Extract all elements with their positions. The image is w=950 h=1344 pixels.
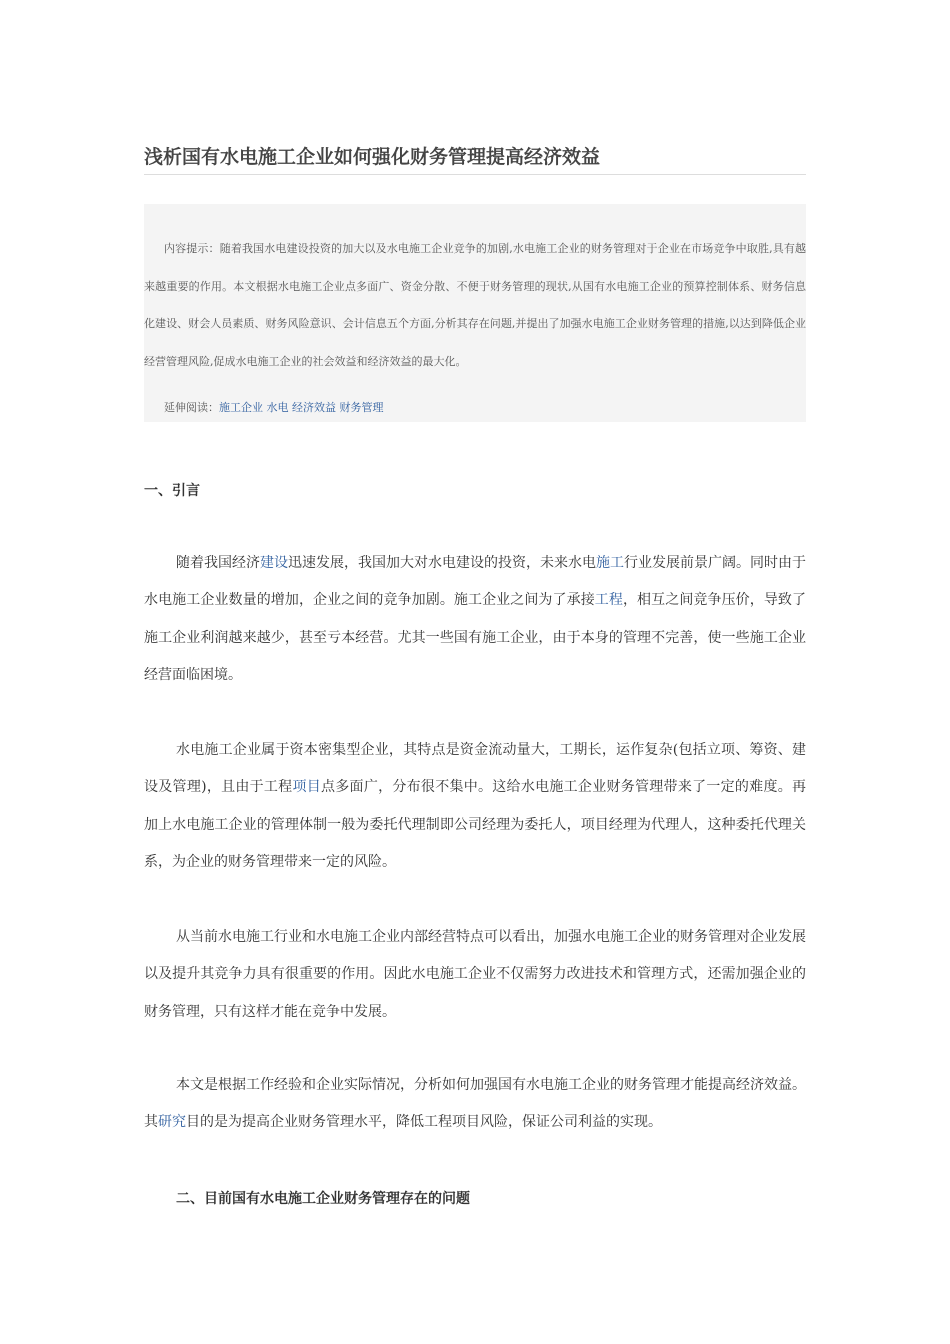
section-heading-introduction: 一、引言 bbox=[144, 483, 200, 499]
paragraph-text: ，相互之间竞争压价，导致了施工企业利润越来越少，甚至亏本经营。尤其一些国有施工企业，由于本身的管理不完善，使一些施工企业经营面临困境。 bbox=[144, 592, 807, 684]
paragraph-text: 点多面广，分布很不集中。这给水电施工企业财务管理带来了一定的难度。再加上水电施工企业的管理体制一般为委托代理制即公司经理为委托人，项目经理为代理人，这种委托代理关系，为企业的财务管理带来一定的风险。 bbox=[144, 779, 807, 871]
keyword-link[interactable]: 建设 bbox=[260, 555, 288, 571]
paragraph-3: 从当前水电施工行业和水电施工企业内部经营特点可以看出，加强水电施工企业的财务管理对企业发展以及提升其竞争力具有很重要的作用。因此水电施工企业不仅需努力改进技术和管理方式，还需加强企业的财务管理，只有这样才能在竞争中发展。 bbox=[144, 929, 806, 1020]
paragraph-4 bbox=[144, 1067, 806, 1142]
paragraph-text: 迅速发展，我国加大对水电建设的投资，未来水电 bbox=[288, 555, 596, 571]
summary-box bbox=[144, 204, 806, 422]
paragraph-text: 本文是根据工作经验和企业实际情况，分析如何加强国有水电施工企业的财务管理才能提高经济效益。其 bbox=[144, 1077, 806, 1131]
keyword-link[interactable]: 研究 bbox=[158, 1114, 186, 1131]
paragraph-1 bbox=[144, 545, 806, 695]
tag-link[interactable]: 财务管理 bbox=[339, 401, 384, 414]
paragraph-2 bbox=[144, 732, 806, 882]
summary-text: 内容提示：随着我国水电建设投资的加大以及水电施工企业竞争的加剧,水电施工企业的财务管理对于企业在市场竞争中取胜,具有越来越重要的作用。本文根据水电施工企业点多面广、资金分散、不便于财务管理的现状,从国有水电施工企业的预算控制体系、财务信息化建设、财会人员素质、财务风险意识、会计信息五个方面,分析其存在问题,并提出了加强水电施工企业财务管理的措施,以达到降低企业经营管理风险,促成水电施工企业的社会效益和经济效益的最大化。 bbox=[144, 242, 806, 368]
keyword-link[interactable]: 施工 bbox=[596, 555, 624, 571]
keyword-link[interactable]: 工程 bbox=[594, 592, 623, 609]
extended-reading-label: 延伸阅读： bbox=[164, 401, 219, 414]
keyword-link[interactable]: 项目 bbox=[292, 779, 322, 796]
tag-link[interactable]: 水电 bbox=[266, 401, 289, 414]
extended-reading bbox=[164, 400, 384, 416]
tag-link[interactable]: 经济效益 bbox=[292, 401, 336, 414]
paragraph-text: 水电施工企业属于资本密集型企业，其特点是资金流动量大，工期长，运作复杂(包括立项、筹资、建设及管理)，且由于工程 bbox=[144, 742, 806, 796]
article-title: 浅析国有水电施工企业如何强化财务管理提高经济效益 bbox=[144, 144, 806, 175]
section-heading-problems: 二、目前国有水电施工企业财务管理存在的问题 bbox=[176, 1191, 470, 1207]
paragraph-text: 行业发展前景广阔。同时由于水电施工企业数量的增加，企业之间的竞争加剧。施工企业之间为了承接 bbox=[144, 555, 806, 609]
paragraph-text: 随着我国经济 bbox=[176, 555, 260, 571]
tag-link[interactable]: 施工企业 bbox=[219, 401, 263, 414]
paragraph-text: 目的是为提高企业财务管理水平，降低工程项目风险，保证公司利益的实现。 bbox=[186, 1114, 662, 1131]
